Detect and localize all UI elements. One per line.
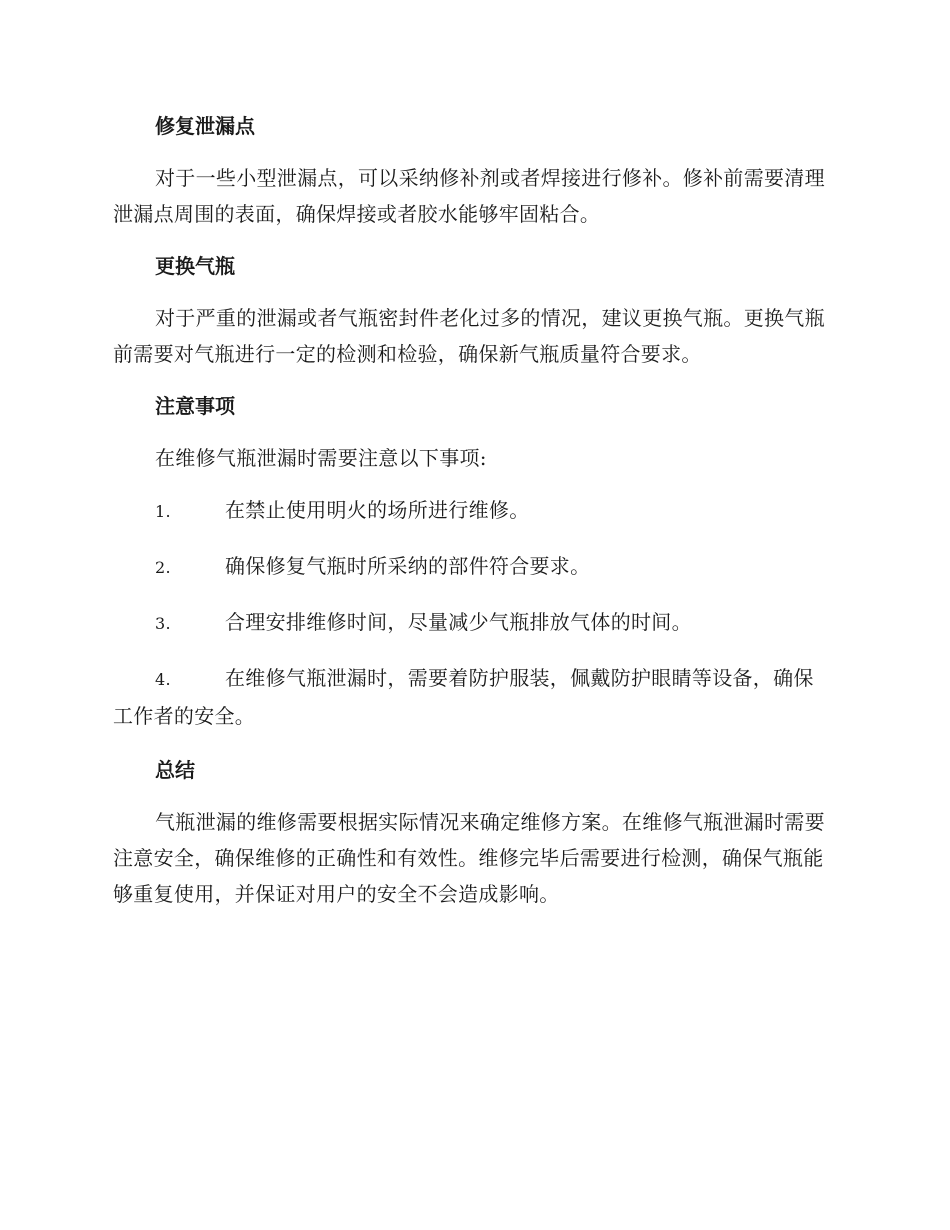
list-item xyxy=(113,548,833,586)
section-heading-replace: 更换气瓶 xyxy=(155,254,235,278)
section-heading-precautions: 注意事项 xyxy=(155,394,235,418)
list-item-text: 在维修气瓶泄漏时，需要着防护服装，佩戴防护眼睛等设备，确保工作者的安全。 xyxy=(113,666,814,728)
list-item-number: 1. xyxy=(155,502,171,521)
list-item-number: 4. xyxy=(155,670,171,689)
section-heading-summary: 总结 xyxy=(155,758,195,782)
section-paragraph-precautions: 在维修气瓶泄漏时需要注意以下事项: xyxy=(155,446,487,470)
section-paragraph-replace: 对于严重的泄漏或者气瓶密封件老化过多的情况，建议更换气瓶。更换气瓶前需要对气瓶进行一定的检测和检验，确保新气瓶质量符合要求。 xyxy=(113,306,825,366)
list-item-number: 2. xyxy=(155,558,171,577)
list-item-text: 合理安排维修时间，尽量减少气瓶排放气体的时间。 xyxy=(225,610,692,634)
section-paragraph-summary: 气瓶泄漏的维修需要根据实际情况来确定维修方案。在维修气瓶泄漏时需要注意安全，确保维修的正确性和有效性。维修完毕后需要进行检测，确保气瓶能够重复使用，并保证对用户的安全不会造成影响。 xyxy=(113,810,825,906)
section-heading-repair: 修复泄漏点 xyxy=(155,114,255,138)
list-item xyxy=(113,492,833,530)
list-item-text: 在禁止使用明火的场所进行维修。 xyxy=(225,498,530,522)
document-body xyxy=(113,108,833,928)
list-item xyxy=(113,660,833,734)
list-item-number: 3. xyxy=(155,614,171,633)
section-paragraph-repair: 对于一些小型泄漏点，可以采纳修补剂或者焊接进行修补。修补前需要清理泄漏点周围的表面，确保焊接或者胶水能够牢固粘合。 xyxy=(113,166,825,226)
list-item-text: 确保修复气瓶时所采纳的部件符合要求。 xyxy=(225,554,591,578)
list-item xyxy=(113,604,833,642)
